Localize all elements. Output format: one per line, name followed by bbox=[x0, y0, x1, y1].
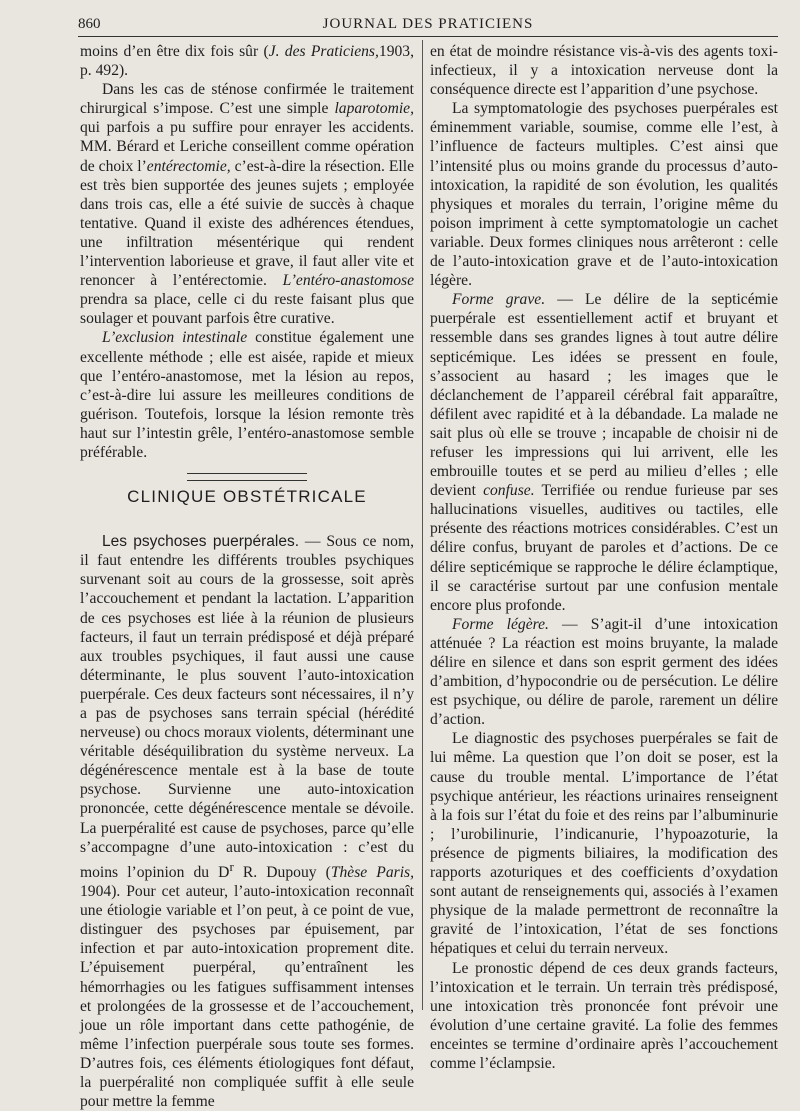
paragraph: moins d’en être dix fois sûr (J. des Praticiens,1903, p. 492). bbox=[80, 43, 414, 80]
journal-title: JOURNAL DES PRATICIENS bbox=[322, 16, 534, 32]
article-paragraph: Les psychoses puerpérales. — Sous ce nom, il faut entendre les différents troubles psychiques survenant soit au cours de la grossesse, soit après l’accouchement et pendant la lactation. L’apparition de ces psychoses est liée à la réunion de plusieurs facteurs, il faut un terrain prédisposé et déjà préparé aux troubles psychiques, il faut aussi une cause déterminante, le plus souvent l’auto-intoxication puerpérale. Ces deux facteurs sont nécessaires, il n’y a pas de psychoses sans terrain spécial (hérédité nerveuse) ou chocs moraux violents, déterminant une véritable déséquilibration du système nerveux. La dégénérescence mentale est à la base de toute psychose. Survienne une auto-intoxication prononcée, cette dégénérescence mentale se dévoile. La puerpéralité est cause de psychoses, parce qu’elle s’accompagne d’une auto-intoxication : c’est du moins l’opinion du $D^r$ R. Dupouy (Thèse Paris, 1904). Pour cet auteur, l’auto-intoxication reconnaît une étiologie variable et l’on peut, à ce point de vue, distinguer des psychoses par épuisement, par infection et par auto-intoxication proprement dite. L’épuisement puerpéral, qu’entraînent les hémorrhagies ou les fatigues suffisamment intenses et prolongées de la grossesse et de l’accouchement, joue un rôle important dans cette pathogénie, de même l’infection puerpérale sous toute ses formes. D’autres fois, ces éléments étiologiques font défaut, la puerpéralité non compliquée suffit à elle seule pour mettre la femme bbox=[80, 533, 414, 1111]
right-column bbox=[430, 42, 778, 1073]
article-title: Les psychoses puerpérales. bbox=[102, 533, 299, 551]
section-separator bbox=[187, 473, 307, 481]
page-number: 860 bbox=[78, 16, 101, 32]
paragraph: Le diagnostic des psychoses puerpérales se fait de lui même. La question que l’on doit se poser, est la cause du trouble mental. L’importance de l’état psychique antérieur, les réactions urinaires renseignent à la fois sur l’état du foie et des reins par l’albuminurie ; l’urobilinurie, l’indicanurie, l’hypoazoturie, la présence de pigments biliaires, la modification des rapports azoturiques et des coefficients d’oxydation sont autant de renseignements qui, associés à l’examen physique de la malade permettront de reconnaître la gravité de l’intoxication, l’état de ses fonctions hépatiques et celui du terrain nerveux. bbox=[430, 730, 778, 958]
page-header bbox=[78, 12, 778, 34]
column-divider bbox=[422, 40, 423, 1010]
subheading: Forme légère. bbox=[452, 615, 549, 633]
paragraph: Forme grave. — Le délire de la septicémie puerpérale est essentiellement actif et bruyant et ressemble dans ses grandes lignes à tout autre délire septicémique. Les idées se pressent en foule, s’associent au hasard ; les images que le déclanchement de l’appareil cérébral fait apparaître, défilent avec rapidité et à la débandade. La malade ne sait plus où elle se trouve ; incapable de choisir ni de refuser les impressions qui lui arrivent, elle les embrouille toutes et se perd au milieu d’elles ; elle devient confuse. Terrifiée ou rendue furieuse par ses hallucinations visuelles, auditives ou tactiles, elle présente des réactions motrices considérables. C’est un délire confus, bruyant de paroles et d’actions. De ce délire septicémique se rapproche le délire éclamptique, il se caractérise surtout par une confusion mentale encore plus profonde. bbox=[430, 291, 779, 614]
paragraph: en état de moindre résistance vis-à-vis des agents toxi-infectieux, il y a intoxication nerveuse dont la conséquence directe est l’apparition d’une psychose. bbox=[430, 43, 778, 99]
paragraph: La symptomatologie des psychoses puerpérales est éminemment variable, soumise, comme elle l’est, à l’influence de facteurs multiples. C’est ainsi que l’intensité plus ou moins grande du processus d’auto-intoxication, la rapidité de son évolution, les qualités physiques et morales du terrain, l’origine même du poison impriment à cette symptomatologie un cachet variable. Deux formes cliniques nous arrêteront : celle de l’auto-intoxication grave et de l’auto-intoxication légère. bbox=[430, 100, 778, 290]
header-rule bbox=[78, 36, 778, 37]
paragraph: Forme légère. — S’agit-il d’une intoxication atténuée ? La réaction est moins bruyante, la malade délire en silence et dans son esprit germent des idées d’ambition, d’hypocondrie ou de persécution. Le délire est psychique, ou délire de parole, rarement un délire d’action. bbox=[430, 615, 778, 729]
paragraph: L’exclusion intestinale constitue également une excellente méthode ; elle est aisée, rapide et mieux que l’entéro-anastomose, met la lésion au repos, c’est-à-dire lui assure les meilleures conditions de guérison. Toutefois, lorsque la lésion remonte très haut sur l’intestin grêle, l’entéro-anastomose semble préférable. bbox=[80, 329, 414, 461]
section-title: CLINIQUE OBSTÉTRICALE bbox=[127, 487, 367, 507]
left-column bbox=[80, 42, 414, 1111]
paragraph: Dans les cas de sténose confirmée le traitement chirurgical s’impose. C’est une simple laparotomie, qui parfois a pu suffire pour enrayer les accidents. MM. Bérard et Leriche conseillent comme opération de choix l’entérectomie, c’est-à-dire la résection. Elle est très bien supportée des jeunes sujets ; employée dans trois cas, elle a été suivie de succès à chaque tentative. Quand il existe des adhérences étendues, une infiltration mésentérique qui rendent l’intervention laborieuse et grave, il faut aller vite et renoncer à l’entérectomie. L’entéro-anastomose prendra sa place, celle ci du reste faisant plus que soulager et pouvant parfois être curative. bbox=[80, 81, 414, 328]
subheading: Forme grave. bbox=[452, 291, 546, 309]
paragraph: Le pronostic dépend de ces deux grands facteurs, l’intoxication et le terrain. Un terrain très prédisposé, une intoxication très prononcée font prévoir une évolution d’une certaine gravité. La folie des femmes enceintes se termine d’ordinaire après l’accouchement comme l’éclampsie. bbox=[430, 959, 778, 1072]
